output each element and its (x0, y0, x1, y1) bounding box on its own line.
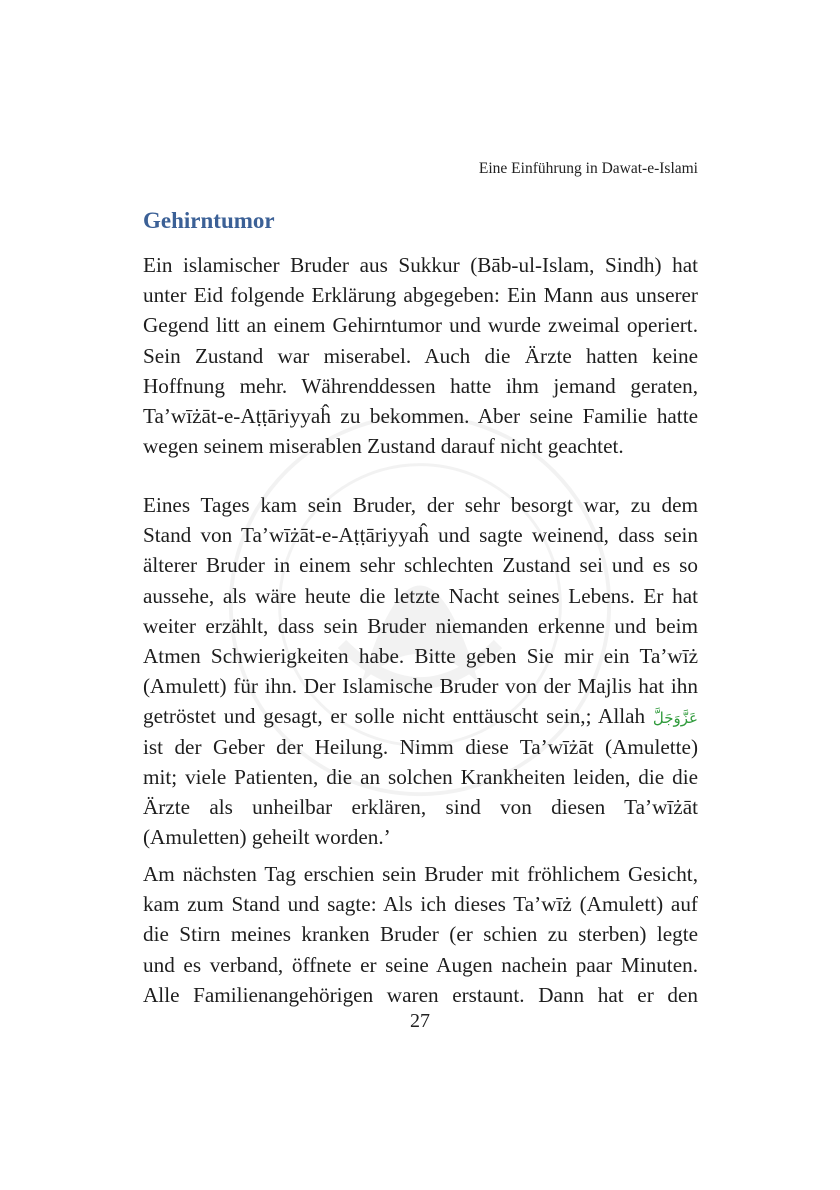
running-head: Eine Einführung in Dawat-e-Islami (478, 160, 698, 177)
text-line: wegen seinem miserablen Zustand darauf nicht geachtet. (143, 434, 624, 459)
section-heading: Gehirntumor (143, 208, 275, 233)
text-line: Stand von Ta’wīżāt-e-Aṭṭāriyyaĥ und sagte weinend, dass sein (143, 523, 698, 548)
text-line: Ein islamischer Bruder aus Sukkur (Bāb-ul-Islam, Sindh) hat (143, 253, 698, 277)
text-line: Hoffnung mehr. Währenddessen hatte ihm jemand geraten, (143, 373, 698, 398)
text-line: älterer Bruder in einem sehr schlechten Zustand sei und es so (143, 553, 698, 578)
text-line: (Amulett) für ihn. Der Islamische Bruder von der Majlis hat ihn (143, 674, 698, 699)
text-line: die Stirn meines kranken Bruder (er schien zu sterben) legte (143, 922, 698, 947)
text-line: Gegend litt an einem Gehirntumor und wurde zweimal operiert. (143, 313, 698, 338)
text-line: aussehe, als wäre heute die letzte Nacht seines Lebens. Er hat (143, 583, 698, 608)
text-line: unter Eid folgende Erklärung abgegeben: Ein Mann aus unserer (143, 283, 698, 308)
text-line-with-honorific (143, 701, 698, 731)
text-line: (Amuletten) geheilt worden.’ (143, 825, 391, 850)
text-line: Ärzte als unheilbar erklären, sind von diesen Ta’wīżāt (143, 794, 698, 819)
text-line: Alle Familienangehörigen waren erstaunt. Dann hat er den (143, 982, 698, 1007)
text-line: und es verband, öffnete er seine Augen nachein paar Minuten. (143, 952, 698, 977)
text-line: Am nächsten Tag erschien sein Bruder mit fröhlichem Gesicht, (143, 862, 698, 886)
honorific-azza-wa-jalla: عَزَّوَجَلَّ (652, 709, 699, 728)
text-line: Eines Tages kam sein Bruder, der sehr besorgt war, zu dem (143, 493, 698, 517)
text-line: Sein Zustand war miserabel. Auch die Ärzte hatten keine (143, 343, 698, 368)
text-line: Ta’wīżāt-e-Aṭṭāriyyaĥ zu bekommen. Aber seine Familie hatte (143, 403, 698, 428)
paragraph-1 (143, 250, 698, 461)
text-line: ist der Geber der Heilung. Nimm diese Ta’wīżāt (Amulette) (143, 734, 698, 759)
page-number: 27 (410, 1010, 430, 1032)
paragraph-2 (143, 490, 698, 852)
paragraph-3 (143, 859, 698, 1010)
text-line: kam zum Stand und sagte: Als ich dieses Ta’wīż (Amulett) auf (143, 892, 698, 917)
text-line: Atmen Schwierigkeiten habe. Bitte geben Sie mir ein Ta’wīż (143, 643, 698, 668)
text-line: mit; viele Patienten, die an solchen Krankheiten leiden, die die (143, 764, 698, 789)
text-line-segment: getröstet und gesagt, er solle nicht enttäuscht sein,; Allah (143, 704, 646, 729)
text-line: weiter erzählt, dass sein Bruder niemanden erkenne und beim (143, 613, 698, 638)
